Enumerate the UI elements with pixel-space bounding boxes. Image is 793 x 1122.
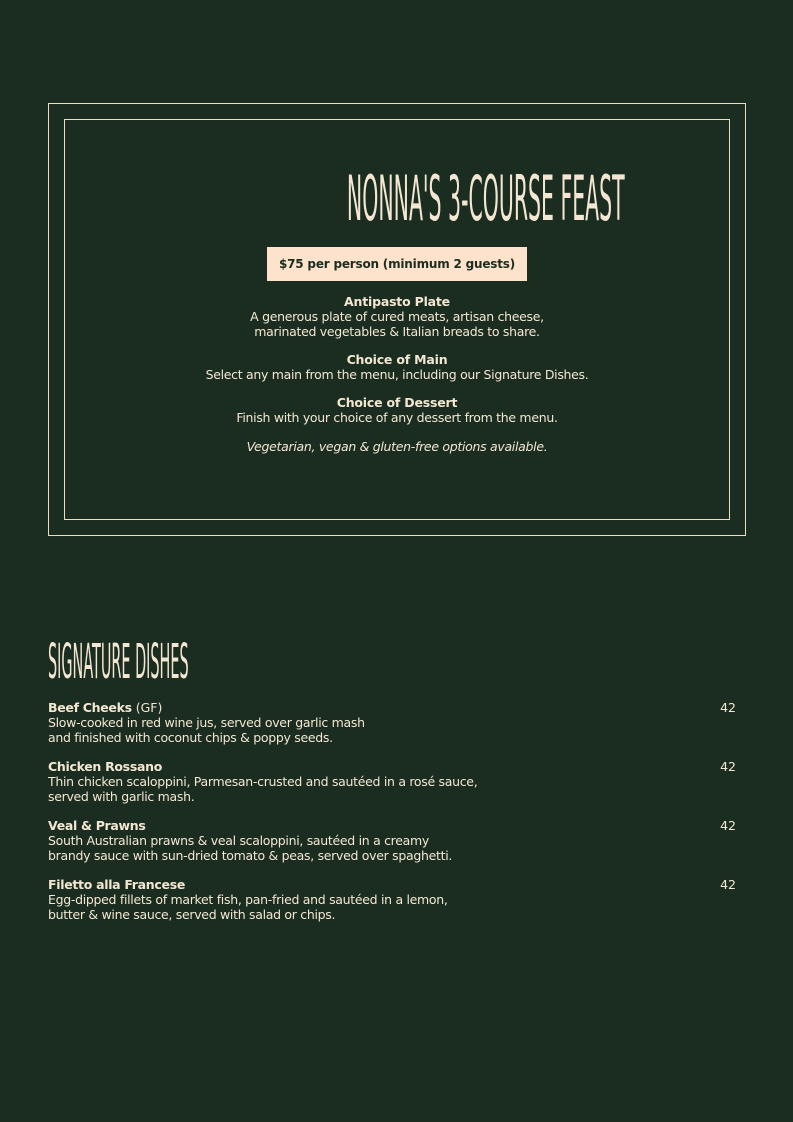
course-description: Finish with your choice of any dessert from the menu. [236,410,558,425]
course-item [65,352,729,382]
dish-price: 42 [720,700,736,715]
signature-dishes-title: SIGNATURE DISHES [48,634,189,690]
dish-list [48,700,736,936]
course-name: Choice of Dessert [336,395,458,410]
dish-description: served with garlic mash. [48,789,195,804]
dish-price: 42 [720,877,736,892]
course-name: Choice of Main [346,352,448,367]
course-name: Antipasto Plate [344,294,450,309]
price-badge: $75 per person (minimum 2 guests) [267,247,527,281]
dish-item [48,877,736,922]
dish-name: Filetto alla Francese [48,877,186,892]
dish-description: Slow-cooked in red wine jus, served over garlic mash [48,715,365,730]
dish-tag: (GF) [131,700,163,715]
dish-name: Chicken Rossano [48,759,162,774]
dish-price: 42 [720,759,736,774]
course-item [65,294,729,339]
course-description: A generous plate of cured meats, artisan cheese, [250,309,544,324]
dish-item [48,759,736,804]
dish-description: Egg-dipped fillets of market fish, pan-fried and sautéed in a lemon, [48,892,448,907]
dish-description: South Australian prawns & veal scaloppini, sautéed in a creamy [48,833,429,848]
dish-item [48,700,736,745]
dish-name: Beef Cheeks [48,700,132,715]
dish-item [48,818,736,863]
course-description: Select any main from the menu, including our Signature Dishes. [205,367,589,382]
dish-description: Thin chicken scaloppini, Parmesan-crusted and sautéed in a rosé sauce, [48,774,478,789]
dish-description: brandy sauce with sun-dried tomato & peas, served over spaghetti. [48,848,453,863]
course-description: marinated vegetables & Italian breads to share. [254,324,540,339]
dish-description: and finished with coconut chips & poppy seeds. [48,730,333,745]
feast-title: NONNA'S 3-COURSE FEAST [346,162,625,235]
course-item [65,395,729,425]
dish-price: 42 [720,818,736,833]
feast-section [65,120,729,454]
dish-name: Veal & Prawns [48,818,146,833]
dietary-note: Vegetarian, vegan & gluten-free options available. [246,439,548,454]
dish-description: butter & wine sauce, served with salad or chips. [48,907,336,922]
